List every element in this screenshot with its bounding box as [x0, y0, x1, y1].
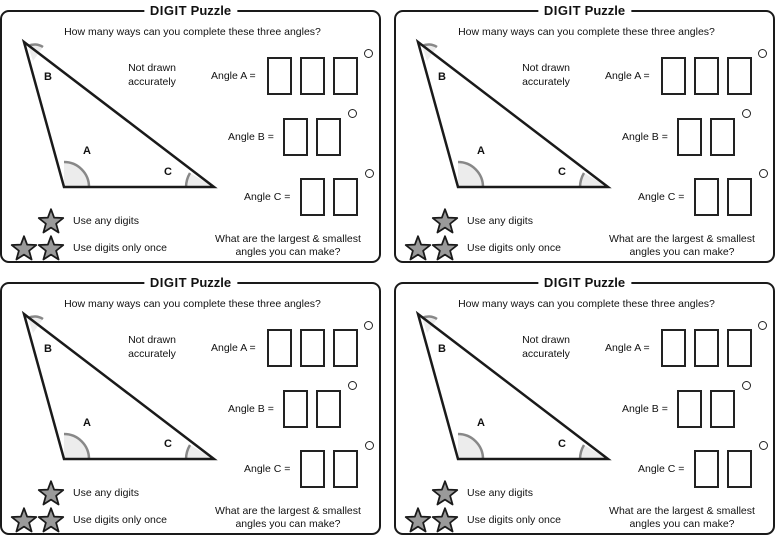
angle-c-digit-2[interactable]	[727, 178, 752, 216]
triangle-diagram	[2, 12, 222, 202]
star-icon	[404, 235, 432, 263]
two-star-text: Use digits only once	[73, 514, 167, 526]
angle-a-digit-3[interactable]	[727, 329, 752, 367]
not-drawn-note	[110, 61, 194, 89]
star-icon	[37, 235, 65, 263]
angle-a-check-circle-icon[interactable]	[758, 321, 767, 330]
title-brand: DIGIT	[543, 3, 582, 18]
extra-line-1: What are the largest & smallest	[215, 505, 361, 517]
angle-a-digit-3[interactable]	[727, 57, 752, 95]
extra-line-2: angles you can make?	[629, 518, 735, 530]
star-icon	[431, 235, 459, 263]
angle-b-digit-1[interactable]	[677, 118, 702, 156]
extra-line-1: What are the largest & smallest	[609, 233, 755, 245]
puzzle-card	[394, 275, 775, 535]
triangle-diagram	[2, 284, 222, 474]
angle-b-label: Angle B =	[622, 131, 668, 143]
note-line-1: Not drawn	[128, 334, 176, 346]
star-icon	[37, 507, 65, 535]
angle-b-digit-1[interactable]	[283, 390, 308, 428]
star-icon	[431, 208, 459, 236]
puzzle-card	[0, 3, 381, 263]
vertex-label-a: A	[477, 417, 485, 429]
angle-b-digit-2[interactable]	[710, 118, 735, 156]
angle-c-digit-2[interactable]	[333, 450, 358, 488]
vertex-label-a: A	[83, 145, 91, 157]
angle-b-digit-2[interactable]	[710, 390, 735, 428]
extra-line-2: angles you can make?	[235, 246, 341, 258]
angle-a-digit-1[interactable]	[267, 329, 292, 367]
star-icon	[431, 480, 459, 508]
title-subtitle: Puzzle	[584, 275, 626, 290]
angle-b-digit-2[interactable]	[316, 118, 341, 156]
angle-c-check-circle-icon[interactable]	[759, 441, 768, 450]
title-subtitle: Puzzle	[190, 275, 232, 290]
angle-b-digit-1[interactable]	[283, 118, 308, 156]
not-drawn-note	[504, 333, 588, 361]
not-drawn-note	[504, 61, 588, 89]
star-icon	[10, 235, 38, 263]
angle-b-check-circle-icon[interactable]	[742, 381, 751, 390]
extra-line-2: angles you can make?	[235, 518, 341, 530]
triangle-diagram	[396, 12, 616, 202]
two-star-text: Use digits only once	[467, 242, 561, 254]
puzzle-card	[394, 3, 775, 263]
angle-a-digit-1[interactable]	[661, 57, 686, 95]
angle-a-digit-3[interactable]	[333, 57, 358, 95]
question-text: How many ways can you complete these three angles?	[64, 26, 321, 38]
title-subtitle: Puzzle	[190, 3, 232, 18]
one-star-text: Use any digits	[467, 215, 533, 227]
vertex-label-b: B	[438, 343, 446, 355]
angle-c-digit-2[interactable]	[727, 450, 752, 488]
title-subtitle: Puzzle	[584, 3, 626, 18]
angle-b-digit-1[interactable]	[677, 390, 702, 428]
extra-challenge	[592, 505, 772, 531]
one-star-text: Use any digits	[73, 487, 139, 499]
angle-c-digit-1[interactable]	[300, 450, 325, 488]
note-line-2: accurately	[522, 76, 570, 88]
angle-c-label: Angle C =	[638, 463, 685, 475]
angle-c-label: Angle C =	[244, 463, 291, 475]
title-brand: DIGIT	[149, 3, 188, 18]
question-text: How many ways can you complete these three angles?	[64, 298, 321, 310]
angle-c-digit-1[interactable]	[694, 178, 719, 216]
angle-c-digit-1[interactable]	[300, 178, 325, 216]
extra-challenge	[198, 233, 378, 259]
note-line-2: accurately	[128, 76, 176, 88]
vertex-label-c: C	[558, 166, 566, 178]
vertex-label-b: B	[438, 71, 446, 83]
vertex-label-c: C	[164, 166, 172, 178]
note-line-1: Not drawn	[522, 62, 570, 74]
puzzle-card	[0, 275, 381, 535]
angle-a-label: Angle A =	[605, 342, 650, 354]
extra-challenge	[198, 505, 378, 531]
star-icon	[431, 507, 459, 535]
angle-c-check-circle-icon[interactable]	[365, 441, 374, 450]
angle-b-label: Angle B =	[622, 403, 668, 415]
angle-b-check-circle-icon[interactable]	[348, 381, 357, 390]
question-text: How many ways can you complete these three angles?	[458, 298, 715, 310]
star-icon	[37, 480, 65, 508]
question-text: How many ways can you complete these three angles?	[458, 26, 715, 38]
angle-a-digit-2[interactable]	[694, 329, 719, 367]
angle-a-check-circle-icon[interactable]	[758, 49, 767, 58]
vertex-label-a: A	[477, 145, 485, 157]
one-star-text: Use any digits	[467, 487, 533, 499]
angle-b-check-circle-icon[interactable]	[742, 109, 751, 118]
angle-c-check-circle-icon[interactable]	[365, 169, 374, 178]
angle-a-digit-2[interactable]	[300, 329, 325, 367]
angle-c-digit-2[interactable]	[333, 178, 358, 216]
not-drawn-note	[110, 333, 194, 361]
angle-b-check-circle-icon[interactable]	[348, 109, 357, 118]
extra-line-1: What are the largest & smallest	[609, 505, 755, 517]
angle-a-digit-2[interactable]	[300, 57, 325, 95]
one-star-text: Use any digits	[73, 215, 139, 227]
angle-b-label: Angle B =	[228, 131, 274, 143]
angle-b-label: Angle B =	[228, 403, 274, 415]
star-icon	[10, 507, 38, 535]
star-icon	[37, 208, 65, 236]
angle-c-digit-1[interactable]	[694, 450, 719, 488]
angle-a-label: Angle A =	[211, 70, 256, 82]
angle-a-digit-3[interactable]	[333, 329, 358, 367]
two-star-text: Use digits only once	[73, 242, 167, 254]
extra-line-1: What are the largest & smallest	[215, 233, 361, 245]
angle-b-digit-2[interactable]	[316, 390, 341, 428]
vertex-label-c: C	[558, 438, 566, 450]
star-icon	[404, 507, 432, 535]
angle-a-digit-1[interactable]	[661, 329, 686, 367]
note-line-1: Not drawn	[522, 334, 570, 346]
angle-a-label: Angle A =	[605, 70, 650, 82]
triangle-diagram	[396, 284, 616, 474]
vertex-label-b: B	[44, 71, 52, 83]
angle-a-check-circle-icon[interactable]	[364, 321, 373, 330]
angle-a-label: Angle A =	[211, 342, 256, 354]
angle-a-check-circle-icon[interactable]	[364, 49, 373, 58]
angle-c-label: Angle C =	[244, 191, 291, 203]
vertex-label-b: B	[44, 343, 52, 355]
note-line-2: accurately	[128, 348, 176, 360]
angle-c-check-circle-icon[interactable]	[759, 169, 768, 178]
angle-a-digit-2[interactable]	[694, 57, 719, 95]
extra-line-2: angles you can make?	[629, 246, 735, 258]
title-brand: DIGIT	[543, 275, 582, 290]
note-line-2: accurately	[522, 348, 570, 360]
angle-a-digit-1[interactable]	[267, 57, 292, 95]
extra-challenge	[592, 233, 772, 259]
note-line-1: Not drawn	[128, 62, 176, 74]
vertex-label-c: C	[164, 438, 172, 450]
vertex-label-a: A	[83, 417, 91, 429]
title-brand: DIGIT	[149, 275, 188, 290]
two-star-text: Use digits only once	[467, 514, 561, 526]
angle-c-label: Angle C =	[638, 191, 685, 203]
